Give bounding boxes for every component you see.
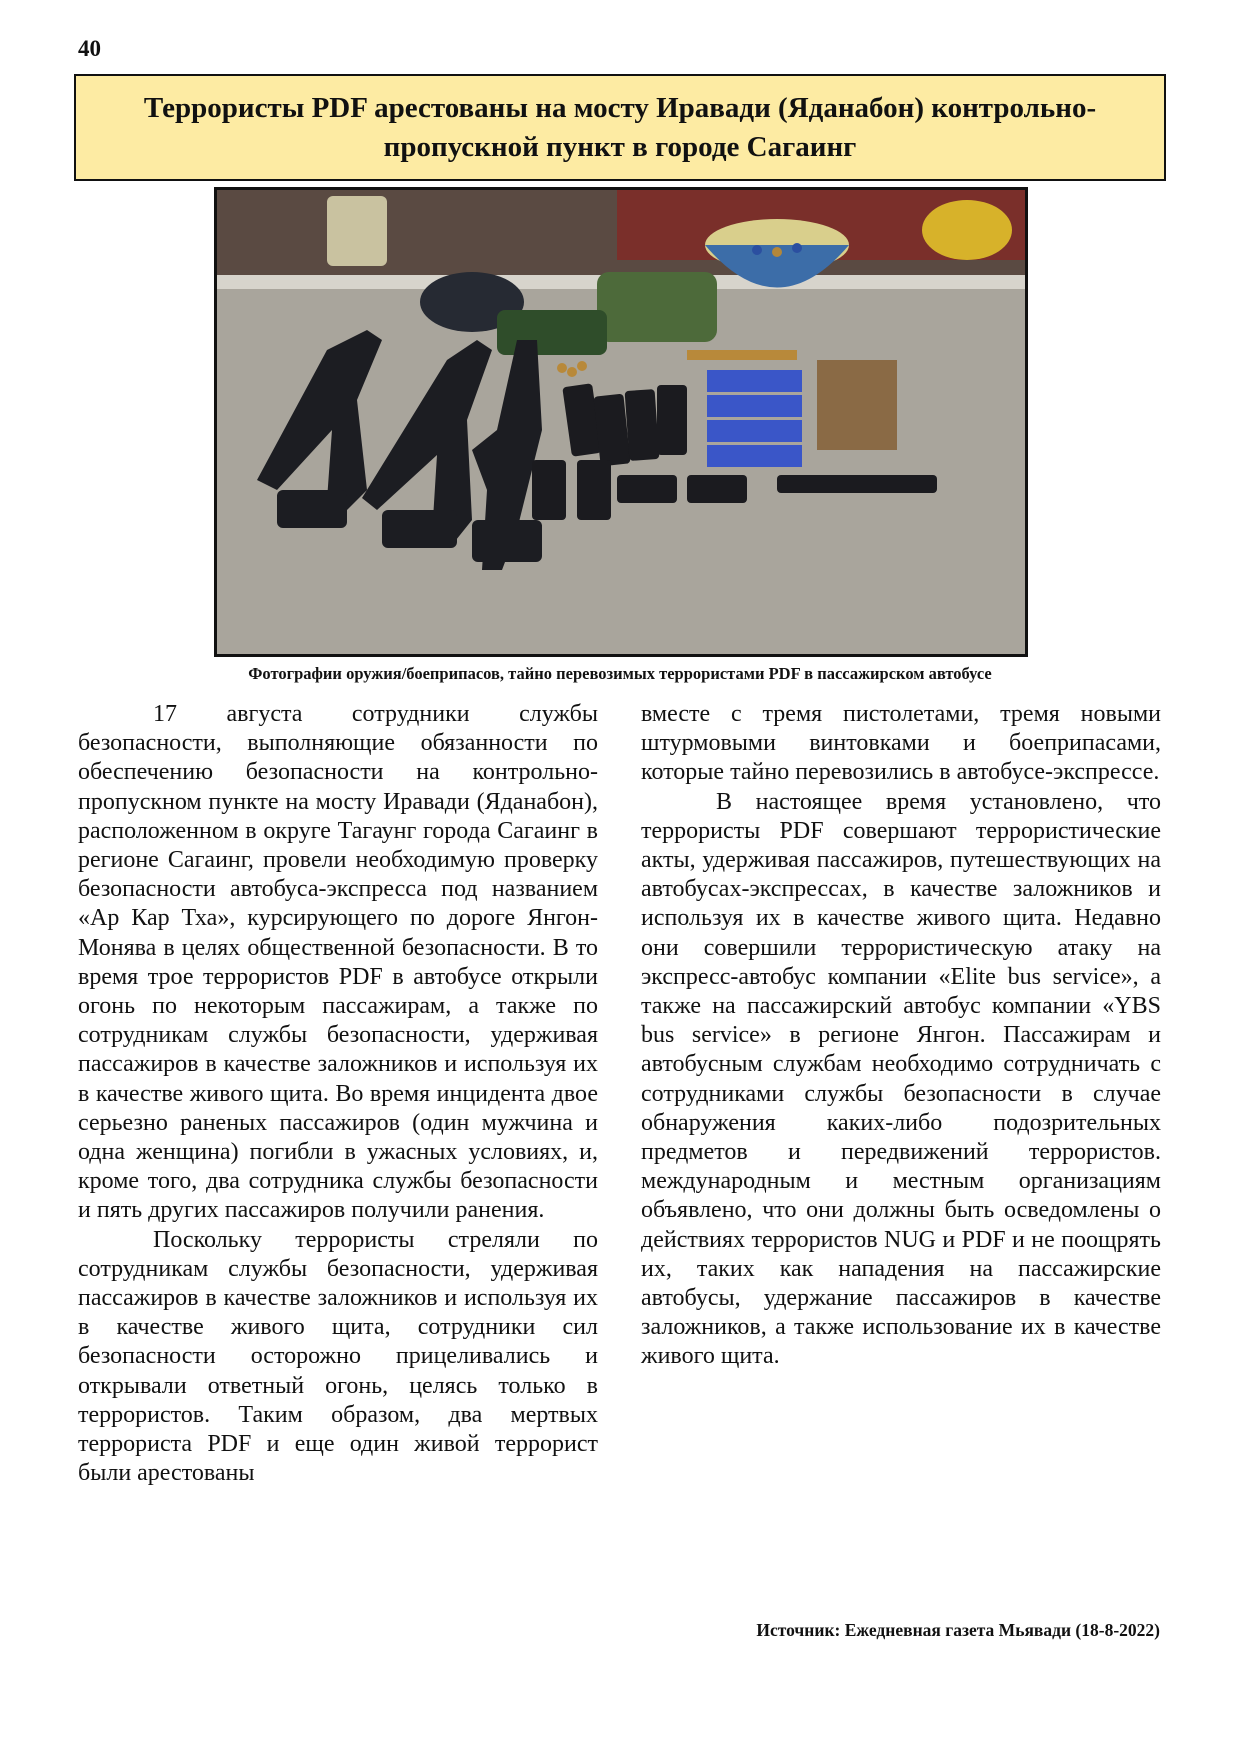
article-paragraph-continued: вместе с тремя пистолетами, тремя новыми штурмовыми винтовками и боеприпасами, которые тайно перевозились в автобусе-экспрессе. <box>641 701 1161 786</box>
article-paragraph: 17 августа сотрудники службы безопасности, выполняющие обязанности по обеспечению безопасности на контрольно-пропускном пункте на мосту Иравади (Яданабон), расположенном в округе Тагаунг города Сагаинг в регионе Сагаинг, провели необходимую проверку безопасности автобуса-экспресса под названием «Ар Кар Тха», курсирующего по дороге Янгон-Монява в целях общественной безопасности. В то время трое террористов PDF в автобусе открыли огонь по некоторым пассажирам, а также по сотрудникам службы безопасности, удерживая пассажиров в качестве заложников и используя их в качестве живого щита. Во время инцидента двое серьезно раненых пассажиров (один мужчина и одна женщина) погибли в ужасных условиях, и, кроме того, два сотрудника службы безопасности и пять других пассажиров получили ранения. <box>78 701 598 1224</box>
title-banner <box>74 74 1166 181</box>
photo-caption: Фотографии оружия/боеприпасов, тайно перевозимых террористами PDF в пассажирском автобусе <box>248 664 992 683</box>
article-paragraph: В настоящее время установлено, что террористы PDF совершают террористические акты, удерживая пассажиров, путешествующих на автобусах-экспрессах, в качестве заложников и используя их в качестве живого щита. Недавно они совершили террористическую атаку на экспресс-автобус компании «Elite bus service», а также на пассажирский автобус компании «YBS bus service» в регионе Янгон. Пассажирам и автобусным службам необходимо сотрудничать с сотрудниками службы безопасности в случае обнаружения каких-либо подозрительных предметов и передвижений террористов. международным и местным организациям объявлено, что они должны быть осведомлены о действиях террористов NUG и PDF и не поощрять их, таких как нападения на пассажирские автобусы, удержание пассажиров в качестве заложников, а также использование их в качестве живого щита. <box>641 788 1161 1370</box>
article-title: Террористы PDF арестованы на мосту Иравади (Яданабон) контрольно-пропускной пункт в городе Сагаинг <box>143 91 1097 163</box>
article-photo <box>214 187 1028 657</box>
article-paragraph: Поскольку террористы стреляли по сотрудникам службы безопасности, удерживая пассажиров в качестве заложников и используя их в качестве живого щита, сотрудники сил безопасности осторожно прицеливались и открывали ответный огонь, целясь только в террористов. Таким образом, два мертвых террориста PDF и еще один живой террорист были арестованы <box>78 1226 598 1487</box>
article-column-right <box>641 700 1161 1372</box>
seized-weapons-photo <box>217 190 1025 654</box>
source-credit: Источник: Ежедневная газета Мьявади (18-8-2022) <box>756 1620 1160 1640</box>
page-number: 40 <box>78 36 101 61</box>
article-column-left <box>78 700 598 1700</box>
